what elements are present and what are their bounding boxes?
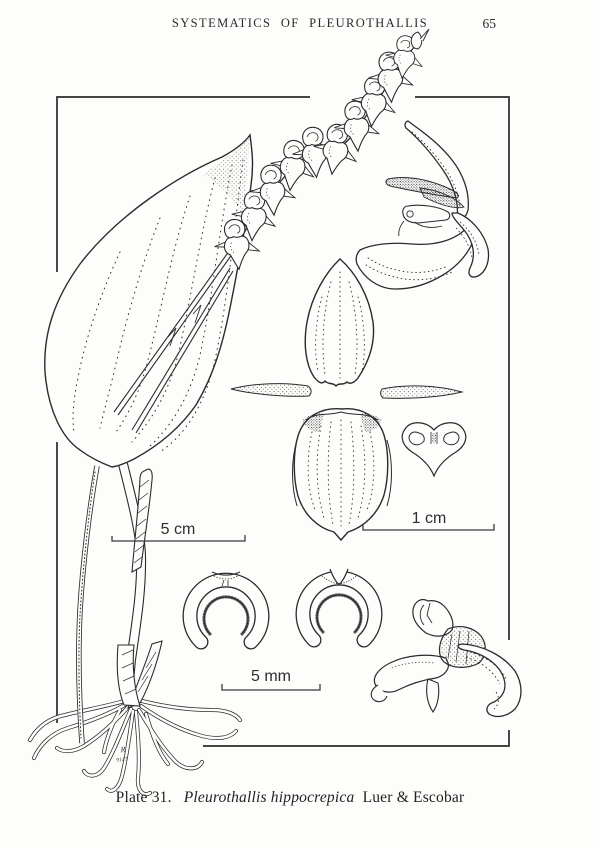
terminal-bud bbox=[411, 29, 429, 49]
habit-illustration bbox=[30, 29, 429, 794]
species-name: Pleurothallis hippocrepica bbox=[183, 789, 355, 806]
column-lip-side-figure bbox=[371, 600, 521, 717]
petal-right bbox=[381, 386, 462, 398]
scale-bar-5mm bbox=[222, 668, 320, 690]
flower-lateral-view bbox=[356, 121, 488, 289]
page-number: 65 bbox=[482, 16, 496, 31]
lip-spread-right-figure bbox=[303, 569, 375, 640]
leaf bbox=[45, 135, 253, 467]
authority: Luer & Escobar bbox=[362, 789, 465, 806]
scale-bar-5cm bbox=[112, 521, 245, 541]
dorsal-sepal-figure bbox=[305, 259, 373, 386]
roots bbox=[30, 700, 240, 794]
svg-text:9147: 9147 bbox=[116, 756, 128, 764]
running-title: SYSTEMATICS OF PLEUROTHALLIS bbox=[171, 16, 429, 30]
petal-left bbox=[231, 384, 311, 397]
synsepal-figure bbox=[293, 409, 392, 540]
secondary-stem bbox=[79, 466, 97, 743]
petals-figure bbox=[231, 384, 462, 399]
scale-bar-5cm-label: 5 cm bbox=[160, 521, 196, 538]
plate-label: Plate 31. bbox=[115, 789, 172, 806]
scale-bar-1cm bbox=[363, 510, 494, 530]
svg-text:R: R bbox=[120, 744, 126, 755]
scale-bar-5mm-label: 5 mm bbox=[251, 668, 291, 685]
scale-bar-1cm-label: 1 cm bbox=[411, 510, 447, 527]
lip-spread-left-figure bbox=[190, 572, 262, 642]
lip-top-view-figure bbox=[402, 423, 466, 476]
plate-caption bbox=[0, 789, 580, 807]
main-stem bbox=[117, 464, 162, 708]
